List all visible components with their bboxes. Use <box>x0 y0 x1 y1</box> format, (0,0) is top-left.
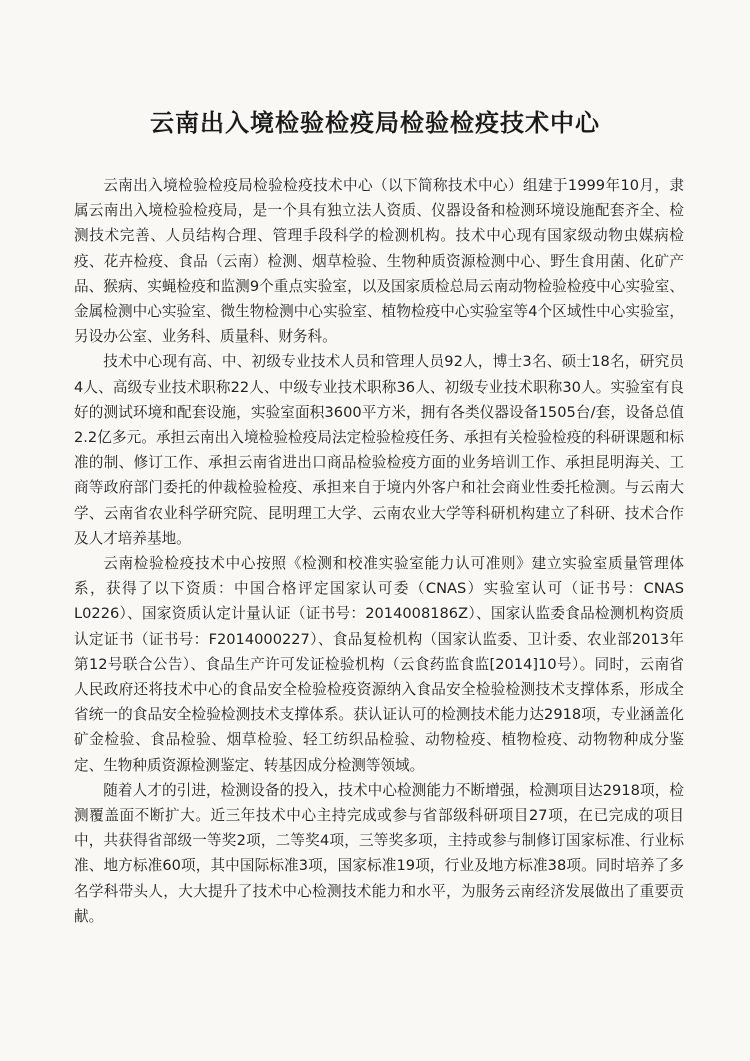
document-title: 云南出入境检验检疫局检验检疫技术中心 <box>150 108 600 137</box>
document-body <box>74 173 699 929</box>
paragraph-qualifications: 云南检验检疫技术中心按照《检测和校准实验室能力认可准则》建立实验室质量管理体系，获得了以下资质：中国合格评定国家认可委（CNAS）实验室认可（证书号：CNAS L0226）、国家资质认定计量认证（证书号：2014008186Z）、国家认监委食品检测机构资质认定证书（证书号：F2014000227）、食品复检机构（国家认监委、卫计委、农业部2013年第12号联合公告）、食品生产许可发证检验机构（云食药监食监[2014]10号）。同时，云南省人民政府还将技术中心的食品安全检验检疫资源纳入食品安全检验检测技术支撑体系，形成全省统一的食品安全检验检测技术支撑体系。获认证认可的检测技术能力达2918项，专业涵盖化矿金检验、食品检验、烟草检验、轻工纺织品检验、动物检疫、植物检疫、动物物种成分鉴定、生物种质资源检测鉴定、转基因成分检测等领域。 <box>74 555 699 774</box>
paragraph-staff-facilities: 技术中心现有高、中、初级专业技术人员和管理人员92人，博士3名、硕士18名，研究员4人、高级专业技术职称22人、中级专业技术职称36人、初级专业技术职称30人。实验室有良好的测试环境和配套设施，实验室面积3600平方米，拥有各类仪器设备1505台/套，设备总值2.2亿多元。承担云南出入境检验检疫局法定检验检疫任务、承担有关检验检疫的科研课题和标准的制、修订工作、承担云南省进出口商品检验检疫方面的业务培训工作、承担昆明海关、工商等政府部门委托的仲裁检验检疫、承担来自于境内外客户和社会商业性委托检测。与云南大学、云南省农业科学研究院、昆明理工大学、云南农业大学等科研机构建立了科研、技术合作及人才培养基地。 <box>74 353 684 547</box>
paragraph-overview: 云南出入境检验检疫局检验检疫技术中心（以下简称技术中心）组建于1999年10月，隶属云南出入境检验检疫局，是一个具有独立法人资质、仪器设备和检测环境设施配套齐全、检测技术完善、人员结构合理、管理手段科学的检测机构。技术中心现有国家级动物虫媒病检疫、花卉检疫、食品（云南）检测、烟草检验、生物种质资源检测中心、野生食用菌、化矿产品、猴病、实蝇检疫和监测9个重点实验室，以及国家质检总局云南动物检验检疫中心实验室、金属检测中心实验室、微生物检测中心实验室、植物检疫中心实验室等4个区域性中心实验室，另设办公室、业务科、质量科、财务科。 <box>74 177 684 346</box>
paragraph-achievements: 随着人才的引进，检测设备的投入，技术中心检测能力不断增强，检测项目达2918项，检测覆盖面不断扩大。近三年技术中心主持完成或参与省部级科研项目27项，在已完成的项目中，共获得省部级一等奖2项，二等奖4项，三等奖多项，主持或参与制修订国家标准、行业标准、地方标准60项，其中国际标准3项，国家标准19项，行业及地方标准38项。同时培养了多名学科带头人，大大提升了技术中心检测技术能力和水平，为服务云南经济发展做出了重要贡献。 <box>74 781 684 925</box>
